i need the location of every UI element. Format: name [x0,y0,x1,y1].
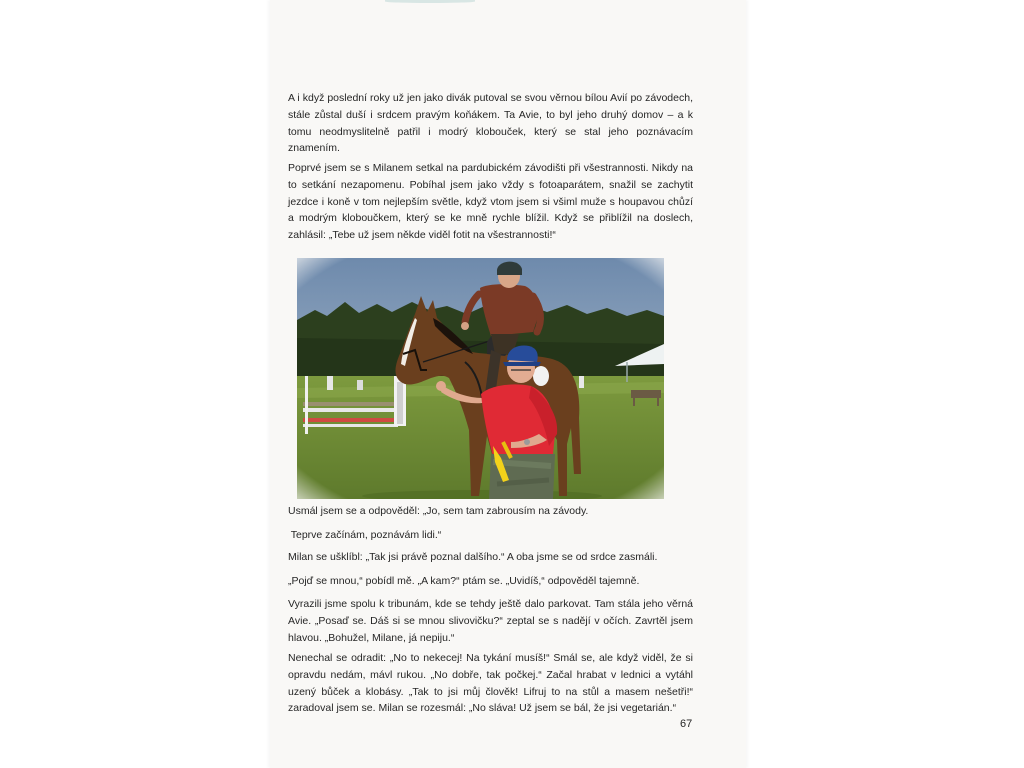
scan-edge-mark [385,0,475,3]
paragraph-8: Nenechal se odradit: „No to nekecej! Na tykání musíš!“ Smál se, ale když viděl, že si opravdu nedám, mávl rukou. „No dobře, tak počkej.“ Začal hrabat v lednici a vytáhl uzený bůček a klobásy. „Tak to jsi můj člověk! Lifruj to na stůl a masem nešetři!“ zaradoval jsem se. Milan se rozesmál: „No sláva! Už jsem se bál, že jsi vegetarián.“ [288,652,693,715]
paragraph-3: Usmál jsem se a odpověděl: „Jo, sem tam zabrousím na závody. [288,505,589,517]
photo-rider-horse-man [297,258,664,499]
paragraph-7: Vyrazili jsme spolu k tribunám, kde se tehdy ještě dalo parkovat. Tam stála jeho věrná Avie. „Posaď se. Dáš si se mnou slivovičku?“ zeptal se s nadějí v očích. Zavrtěl jsem hlavou. „Bohužel, Milane, já nepiju.“ [288,598,693,644]
paragraph-1: A i když poslední roky už jen jako divák putoval se svou věrnou bílou Avií po závodech, stále zůstal duší i srdcem pravým koňákem. Ta Avie, to byl jeho druhý domov – a k tomu neodmyslitelně patřil i modrý klobouček, který se stal jeho poznávacím znamením. [288,92,693,155]
paragraph-5: Milan se ušklíbl: „Tak jsi právě poznal dalšího.“ A oba jsme se od srdce zasmáli. [288,551,658,563]
paragraph-6: „Pojď se mnou,“ pobídl mě. „A kam?“ ptám se. „Uvidíš,“ odpověděl tajemně. [288,575,640,587]
paragraph-4: Teprve začínám, poznávám lidi.“ [288,529,442,541]
paragraph-2: Poprvé jsem se s Milanem setkal na pardubickém závodišti při všestrannosti. Nikdy na to setkání nezapomenu. Pobíhal jsem jako vždy s fotoaparátem, snažil se zachytit jezdce i koně v tom nejlepším světle, když vtom jsem si všiml muže s houpavou chůzí a modrým kloboučkem, který se ke mně rychle blížil. Když se přiblížil na doslech, zahlásil: „Tebe už jsem někde viděl fotit na všestrannosti!“ [288,162,693,242]
page-number: 67 [680,718,693,730]
